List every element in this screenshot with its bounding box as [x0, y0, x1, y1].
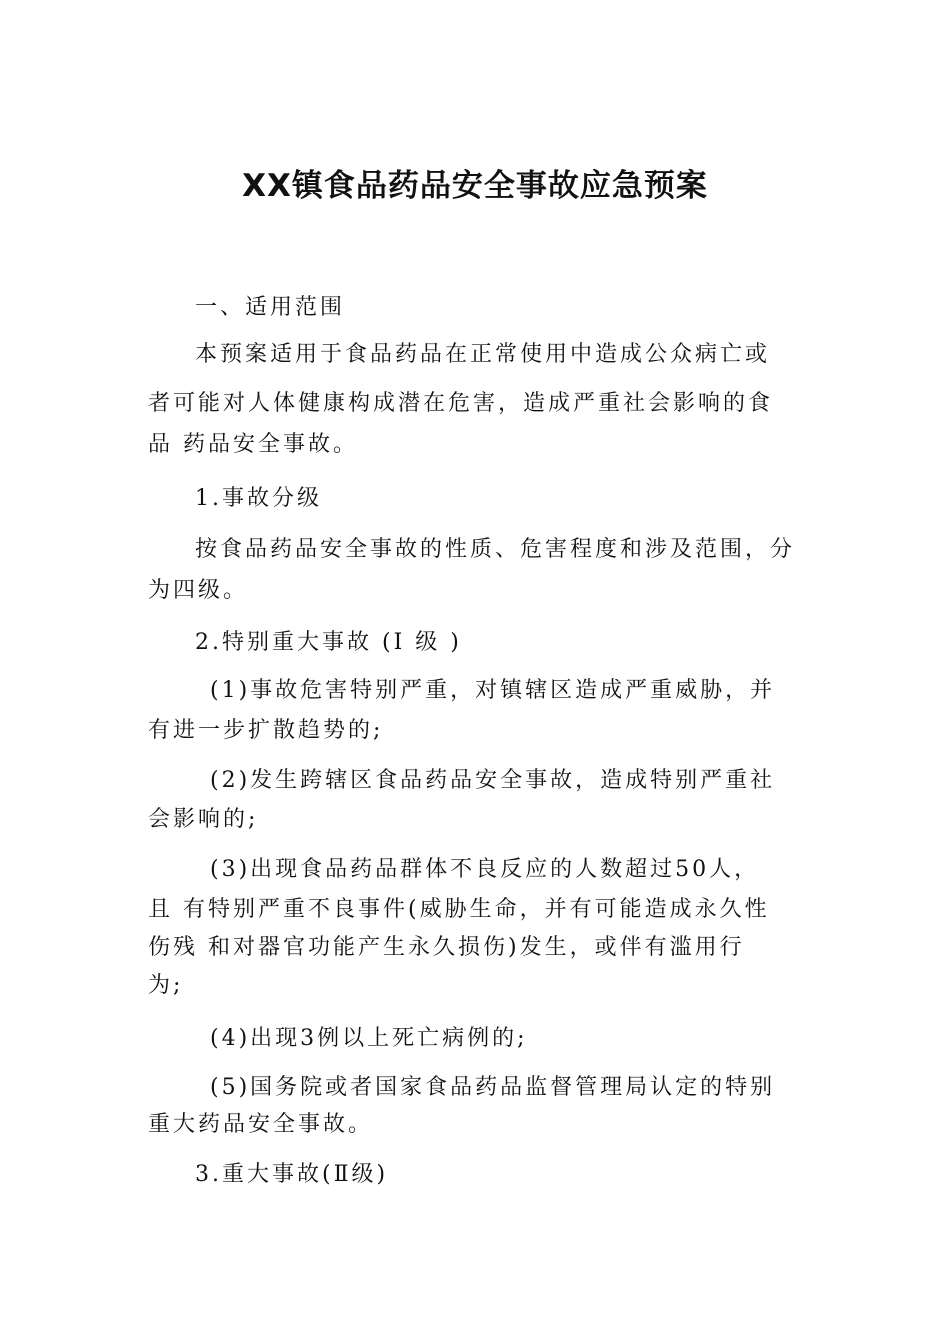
paragraph-line: 按食品药品安全事故的性质、危害程度和涉及范围，分 — [195, 537, 796, 562]
section-heading-scope: 一、适用范围 — [195, 295, 346, 320]
list-item-line: 重大药品安全事故。 — [148, 1112, 374, 1137]
subheading-level-2: 3.重大事故(Ⅱ级) — [195, 1162, 389, 1187]
paragraph-line: 为四级。 — [148, 578, 249, 603]
list-item-line: 有进一步扩散趋势的; — [148, 718, 384, 743]
list-item-line: 且 有特别严重不良事件(威胁生命，并有可能造成永久性 — [148, 897, 770, 922]
list-item-line: 为; — [148, 973, 184, 998]
list-item-line: (1)事故危害特别严重，对镇辖区造成严重威胁，并 — [210, 678, 776, 703]
list-item-line: 会影响的; — [148, 807, 259, 832]
list-item-line: (2)发生跨辖区食品药品安全事故，造成特别严重社 — [210, 768, 776, 793]
subheading-level-1: 2.特别重大事故 (I 级 ) — [195, 630, 462, 655]
list-item-line: (3)出现食品药品群体不良反应的人数超过50人， — [210, 857, 760, 882]
paragraph-line: 本预案适用于食品药品在正常使用中造成公众病亡或 — [195, 342, 771, 367]
document-title: XX镇食品药品安全事故应急预案 — [242, 168, 708, 204]
list-item-line: (4)出现3例以上死亡病例的; — [210, 1026, 528, 1051]
subheading-classification: 1.事故分级 — [195, 486, 322, 511]
list-item-line: 伤残 和对器官功能产生永久损伤)发生，或伴有滥用行 — [148, 935, 745, 960]
paragraph-line: 者可能对人体健康构成潜在危害，造成严重社会影响的食 — [148, 391, 774, 416]
paragraph-line: 品 药品安全事故。 — [148, 432, 358, 457]
list-item-line: (5)国务院或者国家食品药品监督管理局认定的特别 — [210, 1075, 776, 1100]
